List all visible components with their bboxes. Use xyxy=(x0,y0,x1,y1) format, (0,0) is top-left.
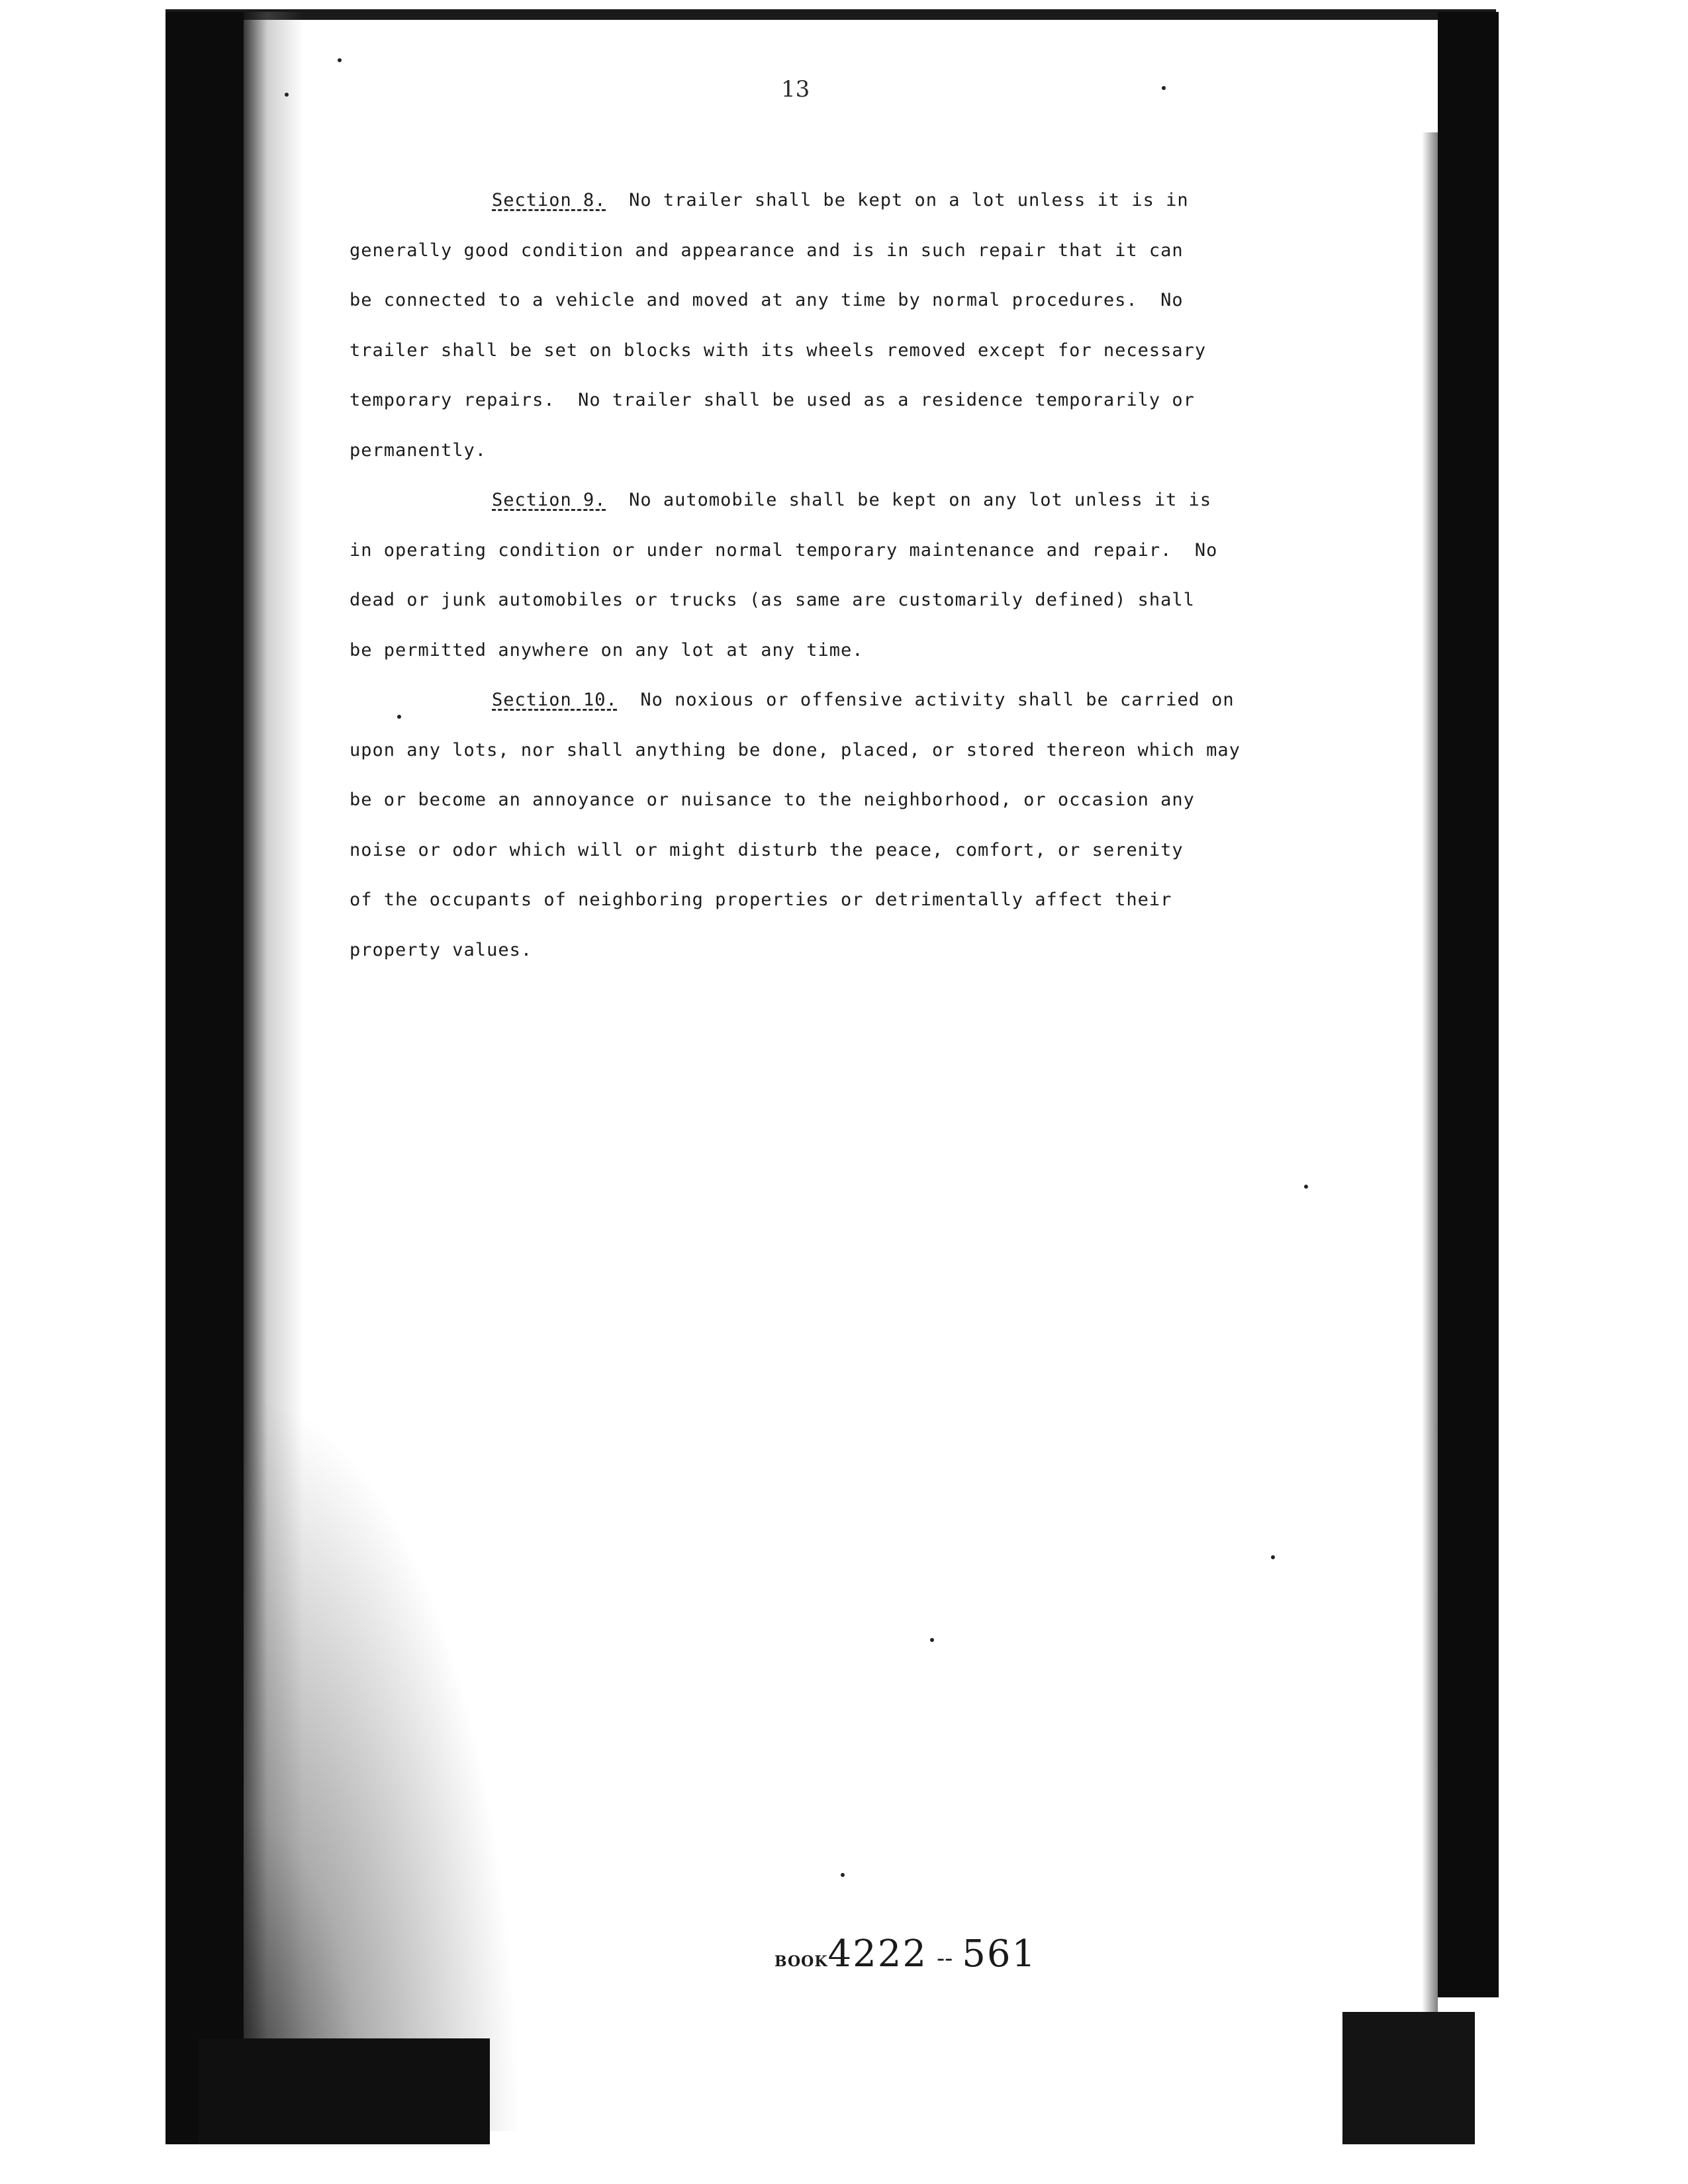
section-8-label: Section 8. xyxy=(492,190,606,210)
section-10-line: upon any lots, nor shall anything be done, placed, or stored thereon which may xyxy=(350,739,1241,760)
book-number: 4222 xyxy=(827,1933,927,1976)
section-8-line: trailer shall be set on blocks with its wheels removed except for necessary xyxy=(350,340,1207,361)
book-page-number: 561 xyxy=(962,1933,1037,1976)
section-9-line: in operating condition or under normal temporary maintenance and repair. No xyxy=(350,539,1218,561)
section-10-line: be or become an annoyance or nuisance to the neighborhood, or occasion any xyxy=(350,790,1195,810)
section-8-first-line xyxy=(350,184,1316,234)
section-10-text: No noxious or offensive activity shall be carried on xyxy=(640,690,1235,710)
section-8-line: generally good condition and appearance and is in such repair that it can xyxy=(350,240,1184,261)
document-body xyxy=(350,184,1316,983)
section-10-line: of the occupants of neighboring properties or detrimentally affect their xyxy=(350,889,1172,910)
section-8-text: No trailer shall be kept on a lot unless it is in xyxy=(629,190,1189,210)
section-9-text: No automobile shall be kept on any lot unless it is xyxy=(629,490,1212,510)
book-prefix: BOOK xyxy=(774,1953,828,1970)
section-8-line: permanently. xyxy=(350,439,487,461)
section-10-label: Section 10. xyxy=(492,690,618,710)
book-page-reference xyxy=(774,1933,1037,1976)
section-9-line: be permitted anywhere on any lot at any time. xyxy=(350,639,864,660)
section-8-line: be connected to a vehicle and moved at any time by normal procedures. No xyxy=(350,290,1184,310)
section-10-first-line xyxy=(350,684,1316,734)
section-9-first-line xyxy=(350,484,1316,534)
section-10-line: noise or odor which will or might disturb the peace, comfort, or serenity xyxy=(350,839,1184,860)
page-number: 13 xyxy=(781,76,810,103)
book-separator: -- xyxy=(936,1945,953,1972)
section-10-line: property values. xyxy=(350,939,533,960)
section-9-label: Section 9. xyxy=(492,490,606,510)
section-8-line: temporary repairs. No trailer shall be used as a residence temporarily or xyxy=(350,390,1195,410)
section-9-line: dead or junk automobiles or trucks (as same are customarily defined) shall xyxy=(350,590,1195,610)
